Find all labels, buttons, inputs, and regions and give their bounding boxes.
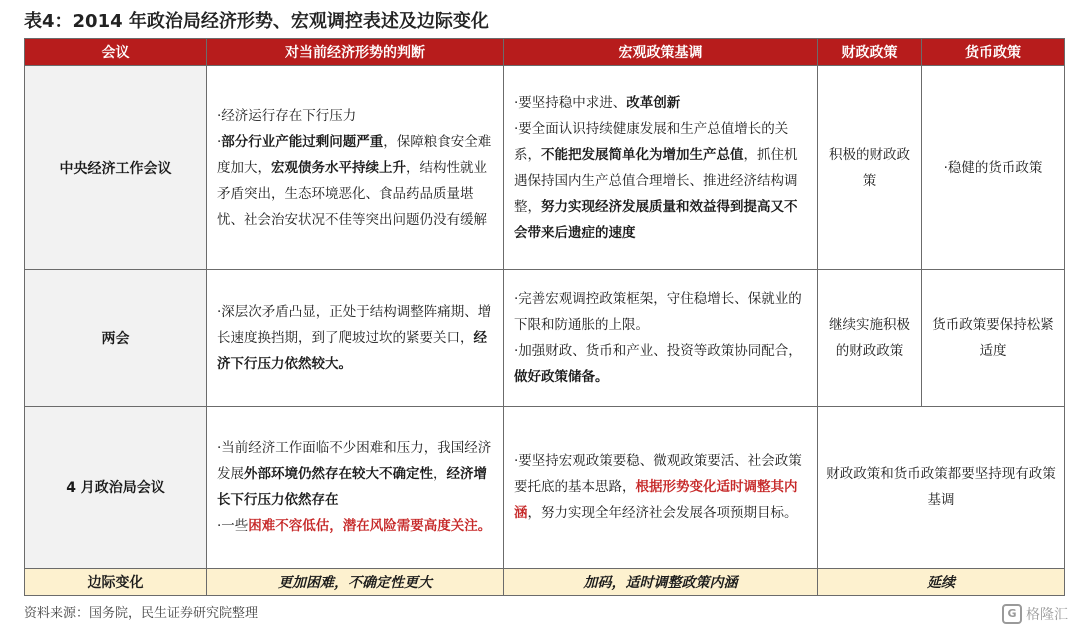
text-run: ·加强财政、货币和产业、投资等政策协同配合，: [514, 343, 802, 360]
header-monetary: 货币政策: [922, 39, 1065, 66]
judgment-cell: [207, 66, 504, 270]
cell-paragraph: [514, 90, 809, 116]
text-run: 做好政策储备。: [514, 369, 609, 386]
table-row: [25, 406, 1065, 568]
fiscal-monetary-merged-cell: 财政政策和货币政策都要坚持现有政策基调: [818, 406, 1065, 568]
text-run: 经济下行压力依然较大。: [217, 330, 487, 373]
policy-cell: [504, 406, 818, 568]
fiscal-cell: 继续实施积极的财政政策: [818, 270, 922, 406]
footer-label: 边际变化: [25, 568, 207, 595]
text-run: ，结构性就业矛盾突出，生态环境恶化、食品药品质量堪忧、社会治安状况不佳等突出问题仍没有缓解: [217, 159, 487, 228]
text-run: ·当前经济工作面临不少困难和压力，我国经济发展: [217, 440, 492, 483]
source-note: 资料来源：国务院，民生证券研究院整理: [24, 606, 259, 621]
footer-policy: 加码，适时调整政策内涵: [504, 568, 818, 595]
text-run: 不能把发展简单化为增加生产总值: [541, 146, 744, 163]
text-run: 经济增长下行压力依然存在: [217, 466, 487, 509]
header-judgment: 对当前经济形势的判断: [207, 39, 504, 66]
cell-paragraph: [514, 286, 809, 338]
text-run: 部分行业产能过剩问题严重: [221, 133, 384, 150]
text-run: ·要全面认识持续健康发展和生产总值增长的关系，: [514, 120, 789, 163]
text-run: ，保障粮食安全难度加大，: [217, 133, 492, 176]
cell-paragraph: [217, 129, 495, 233]
cell-paragraph: [217, 513, 495, 539]
header-fiscal: 财政政策: [818, 39, 922, 66]
text-run: ·: [217, 133, 222, 150]
header-row: [25, 39, 1065, 66]
text-run: ·一些: [217, 518, 249, 535]
table-title: 表4：2014 年政治局经济形势、宏观调控表述及边际变化: [24, 11, 489, 32]
monetary-cell: 货币政策要保持松紧适度: [922, 270, 1065, 406]
fiscal-cell: 积极的财政政策: [818, 66, 922, 270]
text-run: ·完善宏观调控政策框架，守住稳增长、保就业的下限和防通胀的上限。: [514, 291, 802, 334]
policy-cell: [504, 66, 818, 270]
text-run: ，: [433, 466, 447, 483]
cell-paragraph: [514, 338, 809, 390]
text-run: ·要坚持稳中求进、: [514, 94, 627, 111]
judgment-cell: [207, 270, 504, 406]
header-meeting: 会议: [25, 39, 207, 66]
policy-comparison-table: [24, 38, 1065, 596]
text-run: ·要坚持宏观政策要稳、微观政策要活、社会政策要托底的基本思路，: [514, 453, 802, 496]
footer-judgment: 更加困难，不确定性更大: [207, 568, 504, 595]
table-row: [25, 66, 1065, 270]
cell-paragraph: [217, 435, 495, 513]
text-run: ·深层次矛盾凸显，正处于结构调整阵痛期、增长速度换挡期，到了爬坡过坎的紧要关口，: [217, 304, 492, 347]
text-run: ，抓住机遇保持国内生产总值合理增长、推进经济结构调整，: [514, 146, 798, 215]
judgment-cell: [207, 406, 504, 568]
text-run: 改革创新: [626, 94, 681, 111]
meeting-name: 两会: [25, 270, 207, 406]
text-run: 努力实现经济发展质量和效益得到提高又不会带来后遗症的速度: [514, 198, 798, 241]
table-row: [25, 270, 1065, 406]
meeting-name: 4 月政治局会议: [25, 406, 207, 568]
footer-row: [25, 568, 1065, 595]
text-run: ·经济运行存在下行压力: [217, 107, 357, 124]
meeting-name: 中央经济工作会议: [25, 66, 207, 270]
cell-paragraph: [514, 448, 809, 526]
header-policy: 宏观政策基调: [504, 39, 818, 66]
monetary-cell: ·稳健的货币政策: [922, 66, 1065, 270]
text-run: 宏观债务水平持续上升: [271, 159, 406, 176]
text-run: 外部环境仍然存在较大不确定性: [244, 466, 433, 483]
cell-paragraph: [514, 116, 809, 246]
cell-paragraph: [217, 103, 495, 129]
watermark-text: 格隆汇: [1026, 607, 1068, 623]
policy-cell: [504, 270, 818, 406]
footer-fiscal-monetary: 延续: [818, 568, 1065, 595]
cell-paragraph: [217, 299, 495, 377]
watermark: [1002, 604, 1068, 624]
text-run: 困难不容低估，潜在风险需要高度关注。: [248, 518, 492, 535]
watermark-logo-icon: G: [1002, 604, 1022, 624]
text-run: 根据形势变化适时调整其内涵: [514, 479, 798, 522]
text-run: ，努力实现全年经济社会发展各项预期目标。: [527, 505, 798, 522]
